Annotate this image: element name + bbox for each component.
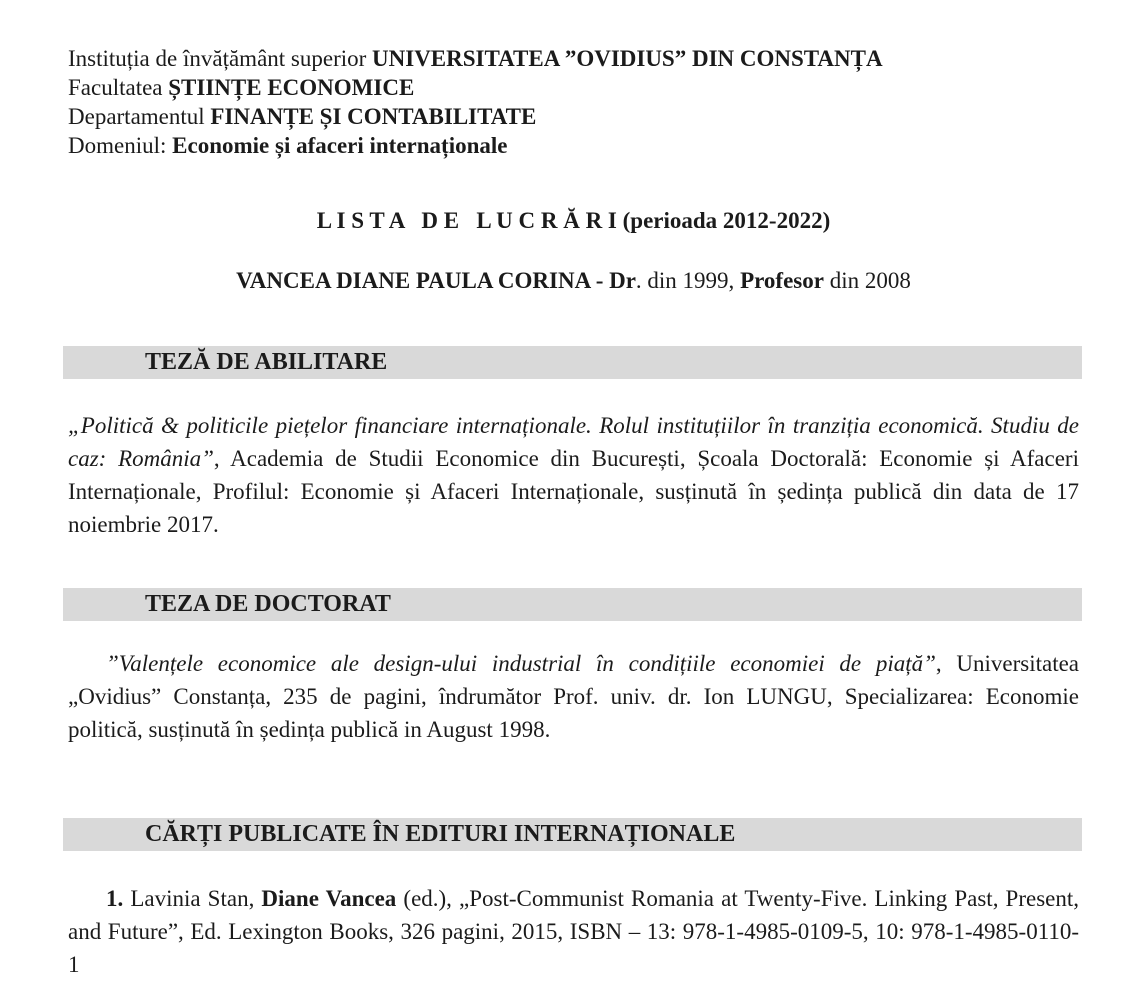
author-professor-year: din 2008	[823, 268, 911, 293]
faculty-line	[68, 73, 1079, 102]
department-name: FINANȚE ȘI CONTABILITATE	[210, 104, 537, 129]
habilitation-paragraph	[68, 409, 1079, 541]
habilitation-thesis-details: , Academia de Studii Economice din București, Școala Doctorală: Economie și Afaceri Internaționale, Profilul: Economie și Afaceri Internaționale, susținută în ședința publică din data de 17 noiembrie 2017.	[68, 446, 1079, 537]
institution-line	[68, 44, 1079, 73]
section-heading-habilitation	[63, 346, 1082, 379]
book-entry-author1: Lavinia Stan,	[123, 886, 262, 911]
faculty-label: Facultatea	[68, 75, 169, 100]
section-heading-label: TEZA DE DOCTORAT	[145, 591, 391, 617]
domain-name: Economie și afaceri internaționale	[172, 133, 508, 158]
author-name: VANCEA DIANE PAULA CORINA - Dr	[236, 268, 636, 293]
book-entry-author2: Diane Vancea	[261, 886, 397, 911]
section-heading-doctorate	[63, 588, 1082, 621]
doctorate-thesis-details: , Universitatea „Ovidius” Constanța, 235 de pagini, îndrumător Prof. univ. dr. Ion LUNGU, Specializarea: Economie politică, susținută în ședința publică in August 1998.	[68, 651, 1079, 742]
section-heading-label: TEZĂ DE ABILITARE	[145, 349, 388, 375]
faculty-name: ȘTIINȚE ECONOMICE	[168, 75, 415, 100]
book-entry	[68, 882, 1079, 981]
domain-line	[68, 131, 1079, 160]
author-line	[68, 266, 1079, 295]
department-label: Departamentul	[68, 104, 211, 129]
institution-label: Instituția de învățământ superior	[68, 46, 373, 71]
page-title: L I S T A D E L U C R Ă R I (perioada 2012-2022)	[316, 208, 831, 233]
department-line	[68, 102, 1079, 131]
institution-header	[68, 44, 1079, 160]
section-heading-label: CĂRȚI PUBLICATE ÎN EDITURI INTERNAȚIONALE	[145, 821, 736, 847]
doctorate-paragraph	[68, 647, 1079, 746]
author-professor-label: Profesor	[740, 268, 824, 293]
author-doctor-year: . din 1999,	[635, 268, 741, 293]
habilitation-thesis-title: „Politică & politicile piețelor financiare internaționale. Rolul instituțiilor în tranziția economică. Studiu de caz: România”	[68, 413, 1079, 471]
book-entry-number: 1.	[106, 886, 124, 911]
domain-label: Domeniul:	[68, 133, 173, 158]
doctorate-thesis-title: ”Valențele economice ale design-ului industrial în condițiile economiei de piață”	[106, 651, 936, 676]
section-heading-books	[63, 818, 1082, 851]
book-entry-details: (ed.), „Post-Communist Romania at Twenty-Five. Linking Past, Present, and Future”, Ed. Lexington Books, 326 pagini, 2015, ISBN – 13: 978-1-4985-0109-5, 10: 978-1-4985-0110-1	[68, 886, 1079, 977]
institution-name: UNIVERSITATEA ”OVIDIUS” DIN CONSTANȚA	[372, 46, 883, 71]
